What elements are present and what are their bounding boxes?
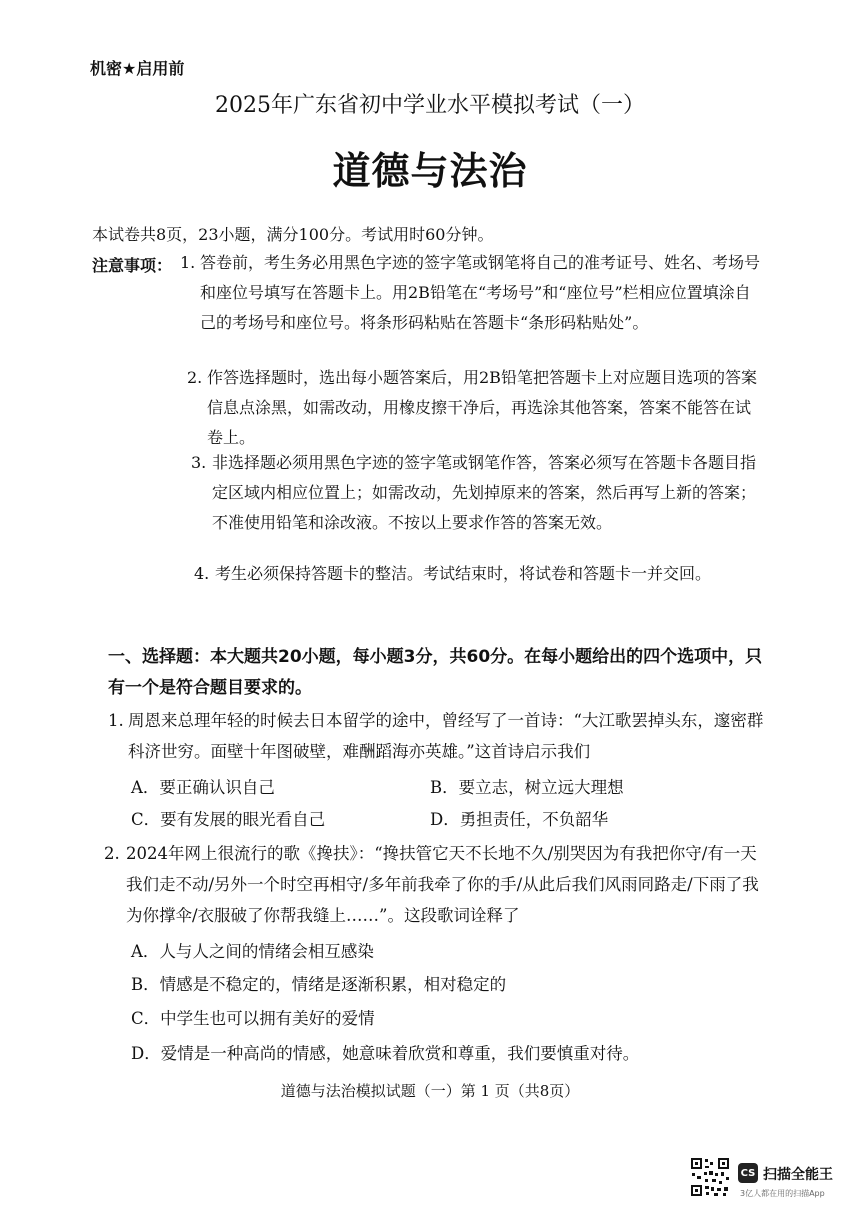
exam-title: 2025年广东省初中学业水平模拟考试（一） [215,93,645,118]
section-heading: 一、选择题：本大题共20小题，每小题3分，共60分。在每小题给出的四个选项中，只有一个是符合题目要求的。 [108,647,763,698]
note-number: 4. [194,564,210,583]
question-stem: 周恩来总理年轻的时候去日本留学的途中，曾经写了一首诗：“大江歌罢掉头东，邃密群科济世穷。面壁十年图破壁，难酬蹈海亦英雄。”这首诗启示我们 [128,711,764,761]
page-footer: 道德与法治模拟试题（一）第 1 页（共8页） [280,1082,580,1100]
exam-intro: 本试卷共8页，23小题，满分100分。考试用时60分钟。 [92,225,494,244]
note-text: 作答选择题时，选出每小题答案后，用2B铅笔把答题卡上对应题目选项的答案信息点涂黑，如需改动，用橡皮擦干净后，再选涂其他答案，答案不能答在试卷上。 [207,368,757,447]
scanner-app-name: 扫描全能王 [763,1167,833,1183]
answer-option: D．勇担责任，不负韶华 [430,810,609,829]
question-number: 2. [104,844,120,863]
answer-option: C．中学生也可以拥有美好的爱情 [131,1009,375,1028]
answer-option: A．要正确认识自己 [131,778,275,797]
answer-option: B．要立志，树立远大理想 [430,778,624,797]
answer-option: D．爱情是一种高尚的情感，她意味着欣赏和尊重，我们要慎重对待。 [131,1044,640,1063]
scanner-app-slogan: 3亿人都在用的扫描App [740,1189,825,1198]
note-number: 1. [180,253,196,272]
subject-title: 道德与法治 [332,149,528,193]
confidential-label: 机密★启用前 [90,59,185,78]
question-number: 1. [108,711,124,730]
note-text: 答卷前，考生务必用黑色字迹的签字笔或钢笔将自己的准考证号、姓名、考场号和座位号填写在答题卡上。用2B铅笔在“考场号”和“座位号”栏相应位置填涂自己的考场号和座位号。将条形码粘贴在答题卡“条形码粘贴处”。 [200,253,761,332]
answer-option: A．人与人之间的情绪会相互感染 [131,942,374,961]
answer-option: B．情感是不稳定的，情绪是逐渐积累，相对稳定的 [131,975,507,994]
note-text: 非选择题必须用黑色字迹的签字笔或钢笔作答，答案必须写在答题卡各题目指定区域内相应位置上；如需改动，先划掉原来的答案，然后再写上新的答案；不准使用铅笔和涂改液。不按以上要求作答的答案无效。 [212,453,757,532]
qr-code-icon [690,1157,730,1197]
note-number: 3. [191,453,207,472]
note-text: 考生必须保持答题卡的整洁。考试结束时，将试卷和答题卡一并交回。 [215,564,712,583]
notes-label: 注意事项： [92,256,173,275]
camscanner-logo-icon: CS [738,1163,758,1183]
answer-option: C．要有发展的眼光看自己 [131,810,326,829]
note-number: 2. [187,368,203,387]
question-stem: 2024年网上很流行的歌《搀扶》：“搀扶管它天不长地不久/别哭因为有我把你守/有一天我们走不动/另外一个时空再相守/多年前我牵了你的手/从此后我们风雨同路走/下雨了我为你撑伞/衣服破了你帮我缝上……”。这段歌词诠释了 [126,844,759,925]
